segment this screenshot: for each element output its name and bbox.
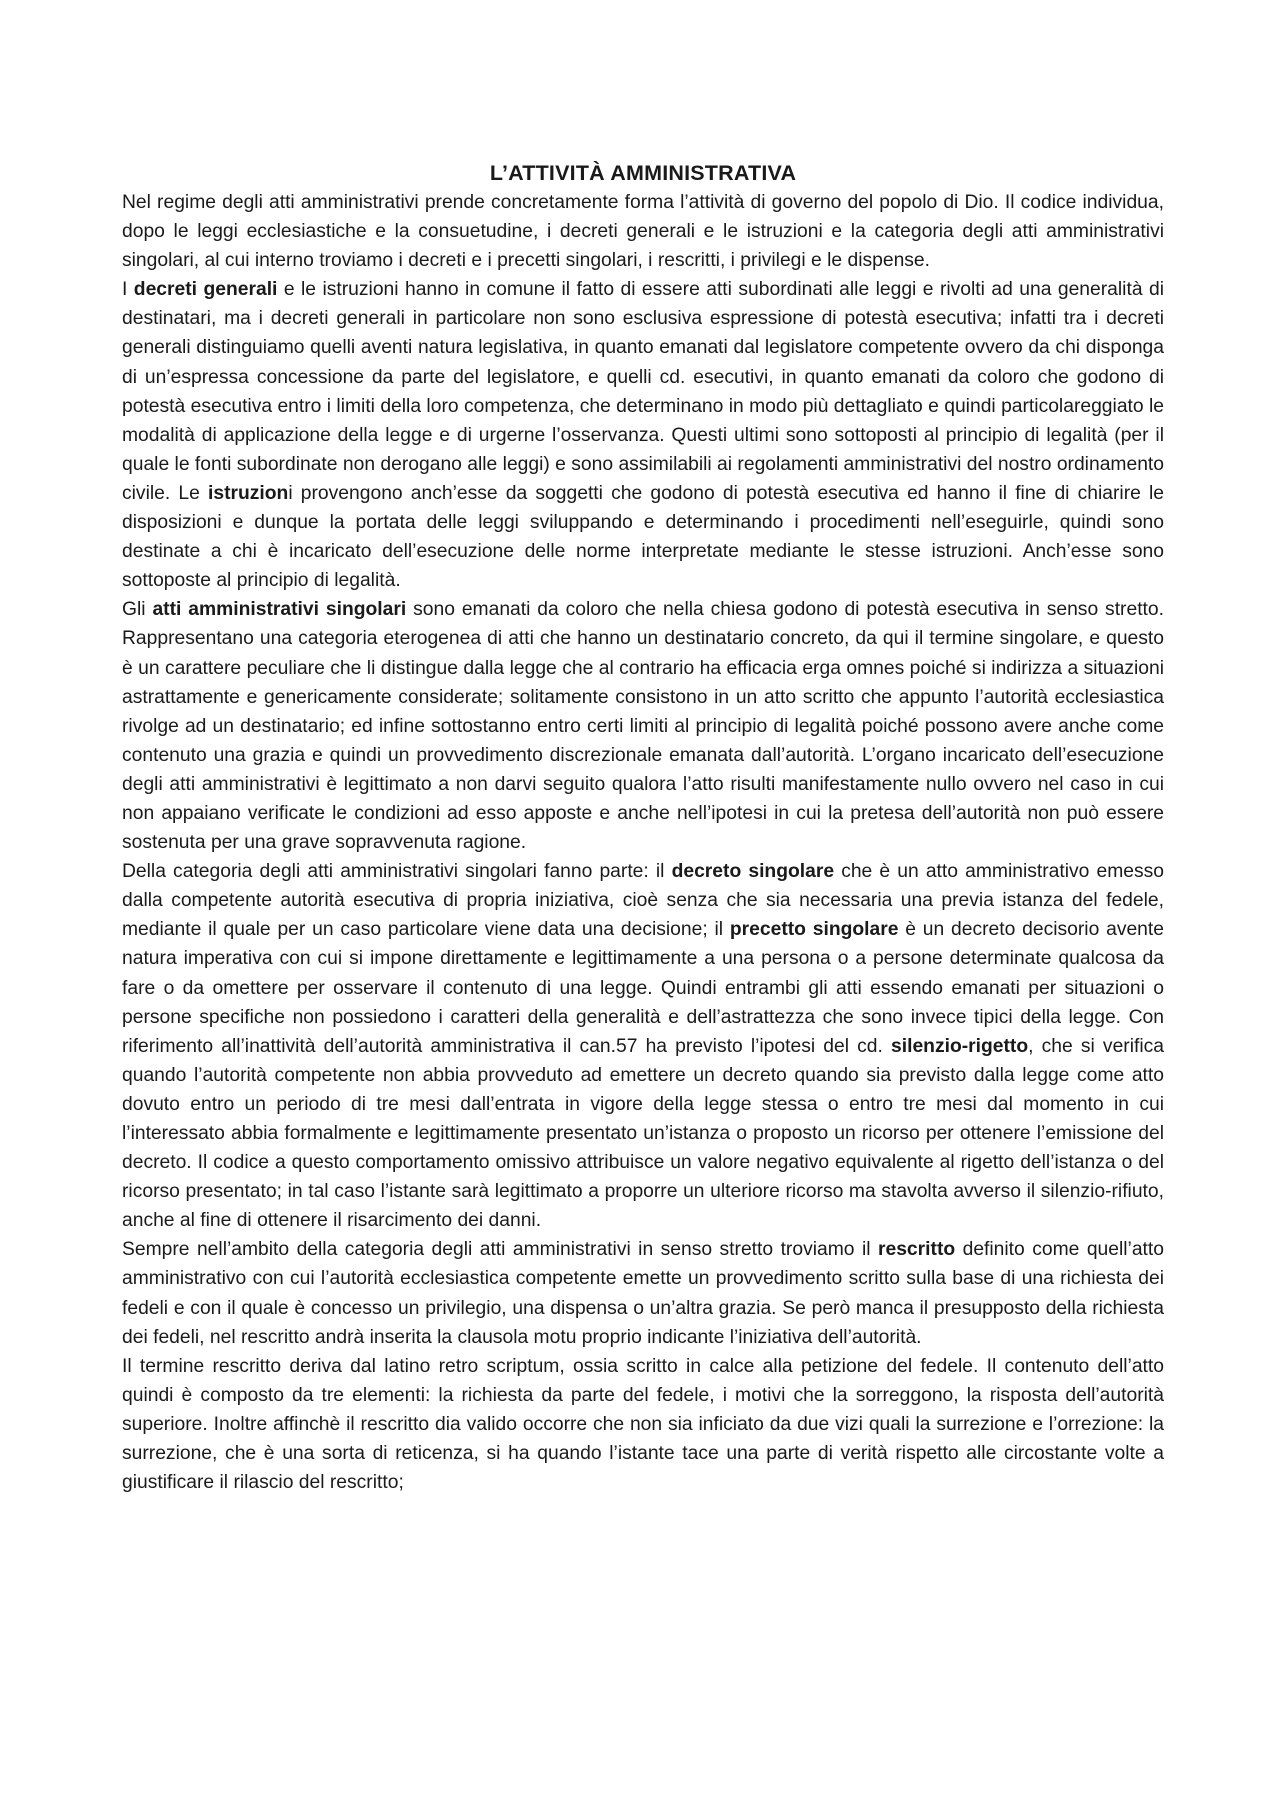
term-silenzio-rigetto: silenzio-rigetto: [891, 1035, 1029, 1057]
paragraph-decreto-precetto: Della categoria degli atti amministrativi singolari fanno parte: il decreto singolare che è un atto amministrativo emesso dalla competente autorità esecutiva di propria iniziativa, cioè senza che sia necessaria una previa istanza del fedele, mediante il quale per un caso particolare viene data una decisione; il precetto singolare è un decreto decisorio avente natura imperativa con cui si impone direttamente e legittimamente a una persona o a persone determinate qualcosa da fare o da omettere per osservare il contenuto di una legge. Quindi entrambi gli atti essendo emanati per situazioni o persone specifiche non possiedono i caratteri della generalità e dell’astrattezza che sono invece tipici della legge. Con riferimento all’inattività dell’autorità amministrativa il can.57 ha previsto l’ipotesi del cd. silenzio-rigetto, che si verifica quando l’autorità competente non abbia provveduto ad emettere un decreto quando sia previsto dalla legge come atto dovuto entro un periodo di tre mesi dall’entrata in vigore della legge stessa o entro tre mesi dal momento in cui l’interessato abbia formalmente e legittimamente presentato un’istanza o proposto un ricorso per ottenere l’emissione del decreto. Il codice a questo comportamento omissivo attribuisce un valore negativo equivalente al rigetto dell’istanza o del ricorso presentato; in tal caso l’istante sarà legittimato a proporre un ulteriore ricorso ma stavolta avverso il silenzio-rifiuto, anche al fine di ottenere il risarcimento dei danni.: [122, 861, 1165, 1232]
term-atti-amministrativi-singolari: atti amministrativi singolari: [152, 599, 407, 621]
term-decreti-generali: decreti generali: [133, 279, 278, 301]
document-title: L’ATTIVITÀ AMMINISTRATIVA: [489, 161, 797, 185]
document-body: [122, 158, 1164, 1497]
paragraph-atti-singolari: Gli atti amministrativi singolari sono emanati da coloro che nella chiesa godono di potestà esecutiva in senso stretto. Rappresentano una categoria eterogenea di atti che hanno un destinatario concreto, da qui il termine singolare, e questo è un carattere peculiare che li distingue dalla legge che al contrario ha efficacia erga omnes poiché si indirizza a situazioni astrattamente e genericamente considerate; solitamente consistono in un atto scritto che appunto l’autorità ecclesiastica rivolge ad un destinatario; ed infine sottostanno entro certi limiti al principio di legalità poiché possono avere anche come contenuto una grazia e quindi un provvedimento discrezionale emanata dall’autorità. L’organo incaricato dell’esecuzione degli atti amministrativi è legittimato a non darvi seguito qualora l’atto risulti manifestamente nullo ovvero nel caso in cui non appaiano verificate le condizioni ad esso apposte e anche nell’ipotesi in cui la pretesa dell’autorità non può essere sostenuta per una grave sopravvenuta ragione.: [122, 599, 1164, 854]
paragraph-decreti-generali: I decreti generali e le istruzioni hanno in comune il fatto di essere atti subordinati alle leggi e rivolti ad una generalità di destinatari, ma i decreti generali in particolare non sono esclusiva espressione di potestà esecutiva; infatti tra i decreti generali distinguiamo quelli aventi natura legislativa, in quanto emanati dal legislatore competente ovvero da chi disponga di un’espressa concessione da parte del legislatore, e quelli cd. esecutivi, in quanto emanati da coloro che godono di potestà esecutiva entro i limiti della loro competenza, che determinano in modo più dettagliato e quindi particolareggiato le modalità di applicazione della legge e di urgerne l’osservanza. Questi ultimi sono sottoposti al principio di legalità (per il quale le fonti subordinate non derogano alle leggi) e sono assimilabili ai regolamenti amministrativi del nostro ordinamento civile. Le istruzioni provengono anch’esse da soggetti che godono di potestà esecutiva ed hanno il fine di chiarire le disposizioni e dunque la portata delle leggi sviluppando e determinando i procedimenti nell’eseguirle, quindi sono destinate a chi è incaricato dell’esecuzione delle norme interpretate mediante le stesse istruzioni. Anch’esse sono sottoposte al principio di legalità.: [122, 279, 1165, 592]
term-istruzioni: istruzion: [208, 482, 289, 504]
paragraph-rescritto-etimologia: Il termine rescritto deriva dal latino retro scriptum, ossia scritto in calce alla petizione del fedele. Il contenuto dell’atto quindi è composto da tre elementi: la richiesta da parte del fedele, i motivi che la sorreggono, la risposta dell’autorità superiore. Inoltre affinchè il rescritto dia valido occorre che non sia inficiato da due vizi quali la surrezione e l’orrezione: la surrezione, che è una sorta di reticenza, si ha quando l’istante tace una parte di verità rispetto alle circostante volte a giustificare il rilascio del rescritto;: [122, 1355, 1164, 1494]
term-decreto-singolare: decreto singolare: [671, 861, 835, 883]
term-rescritto: rescritto: [877, 1239, 956, 1261]
paragraph-intro: Nel regime degli atti amministrativi prende concretamente forma l’attività di governo del popolo di Dio. Il codice individua, dopo le leggi ecclesiastiche e la consuetudine, i decreti generali e le istruzioni e la categoria degli atti amministrativi singolari, al cui interno troviamo i decreti e i precetti singolari, i rescritti, i privilegi e le dispense.: [122, 192, 1164, 272]
term-precetto-singolare: precetto singolare: [729, 919, 899, 941]
paragraph-rescritto: Sempre nell’ambito della categoria degli atti amministrativi in senso stretto troviamo il rescritto definito come quell’atto amministrativo con cui l’autorità ecclesiastica competente emette un provvedimento scritto sulla base di una richiesta dei fedeli e con il quale è concesso un privilegio, una dispensa o un’altra grazia. Se però manca il presupposto della richiesta dei fedeli, nel rescritto andrà inserita la clausola motu proprio indicante l’iniziativa dell’autorità.: [122, 1239, 1164, 1348]
